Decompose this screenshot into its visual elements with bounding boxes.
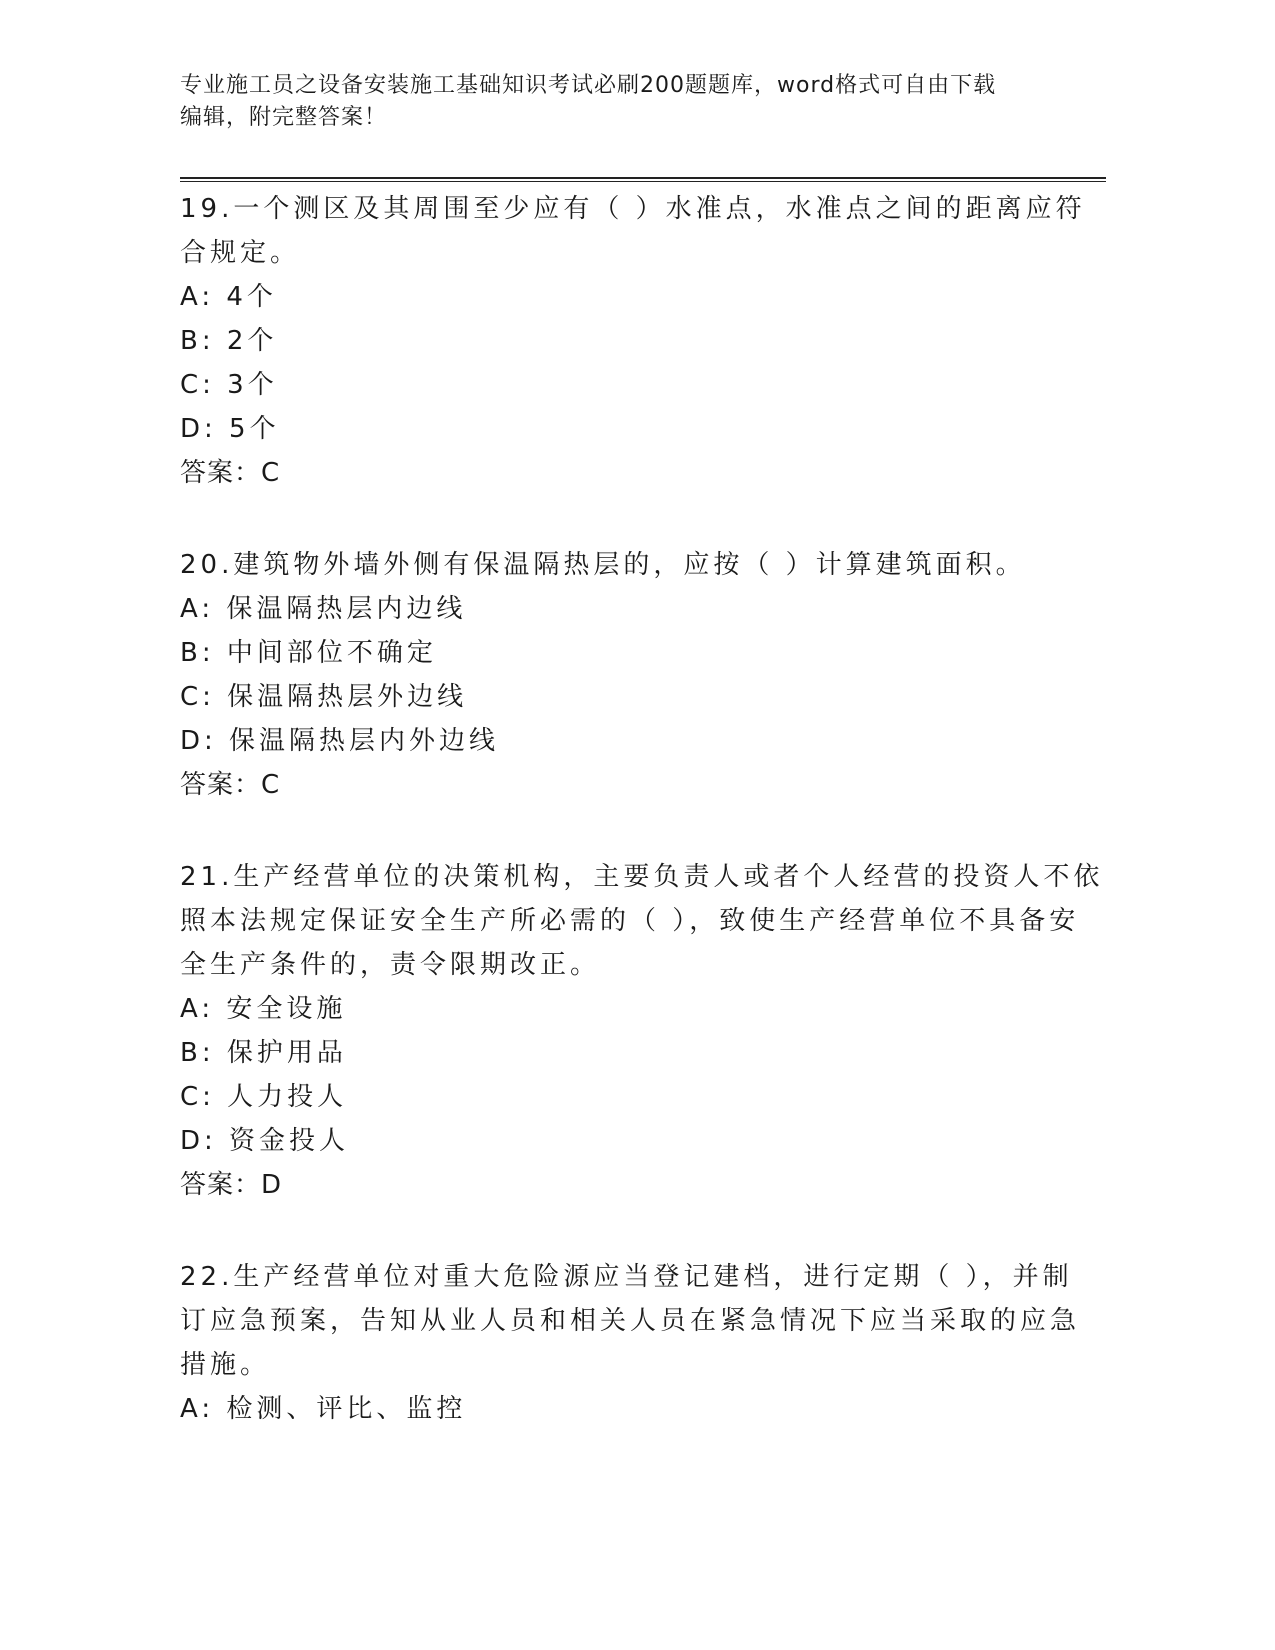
question-list: [180, 187, 1104, 1479]
question-stem-line: 合规定。: [180, 238, 301, 268]
option-d: D: 保温隔热层内外边线: [180, 726, 500, 756]
question-stem-line: 照本法规定保证安全生产所必需的（ ），致使生产经营单位不具备安: [180, 906, 1080, 936]
option-b: B: 中间部位不确定: [180, 638, 437, 668]
option-a: A: 检测、评比、监控: [180, 1394, 467, 1424]
option-a: A: 保温隔热层内边线: [180, 594, 467, 624]
question-stem-line: 措施。: [180, 1350, 271, 1380]
question-20: [180, 543, 1060, 807]
answer: 答案：D: [180, 1170, 283, 1200]
question-stem-line: 19.一个测区及其周围至少应有（ ）水准点，水准点之间的距离应符: [180, 194, 1086, 224]
header-line-1: 专业施工员之设备安装施工基础知识考试必刷200题题库，word格式可自由下载: [180, 73, 997, 98]
option-b: B: 2个: [180, 326, 278, 356]
question-stem-line: 订应急预案，告知从业人员和相关人员在紧急情况下应当采取的应急: [180, 1306, 1081, 1336]
header-line-2: 编辑，附完整答案！: [180, 105, 388, 130]
answer: 答案：C: [180, 770, 281, 800]
question-stem-line: 22.生产经营单位对重大危险源应当登记建档，进行定期（ ），并制: [180, 1262, 1073, 1292]
answer: 答案：C: [180, 458, 281, 488]
document-header: [180, 70, 1060, 134]
option-a: A: 4个: [180, 282, 277, 312]
option-c: C: 人力投人: [180, 1082, 348, 1112]
header-divider: [180, 177, 1106, 182]
question-stem-line: 全生产条件的，责令限期改正。: [180, 950, 601, 980]
option-b: B: 保护用品: [180, 1038, 347, 1068]
question-stem-line: 21.生产经营单位的决策机构，主要负责人或者个人经营的投资人不依: [180, 862, 1104, 892]
option-d: D: 5个: [180, 414, 280, 444]
question-19: [180, 187, 1086, 495]
option-a: A: 安全设施: [180, 994, 347, 1024]
option-c: C: 3个: [180, 370, 278, 400]
question-stem-line: 20.建筑物外墙外侧有保温隔热层的，应按（ ）计算建筑面积。: [180, 550, 1026, 580]
option-c: C: 保温隔热层外边线: [180, 682, 468, 712]
question-22: [180, 1255, 1081, 1431]
option-d: D: 资金投人: [180, 1126, 350, 1156]
question-21: [180, 855, 1104, 1207]
